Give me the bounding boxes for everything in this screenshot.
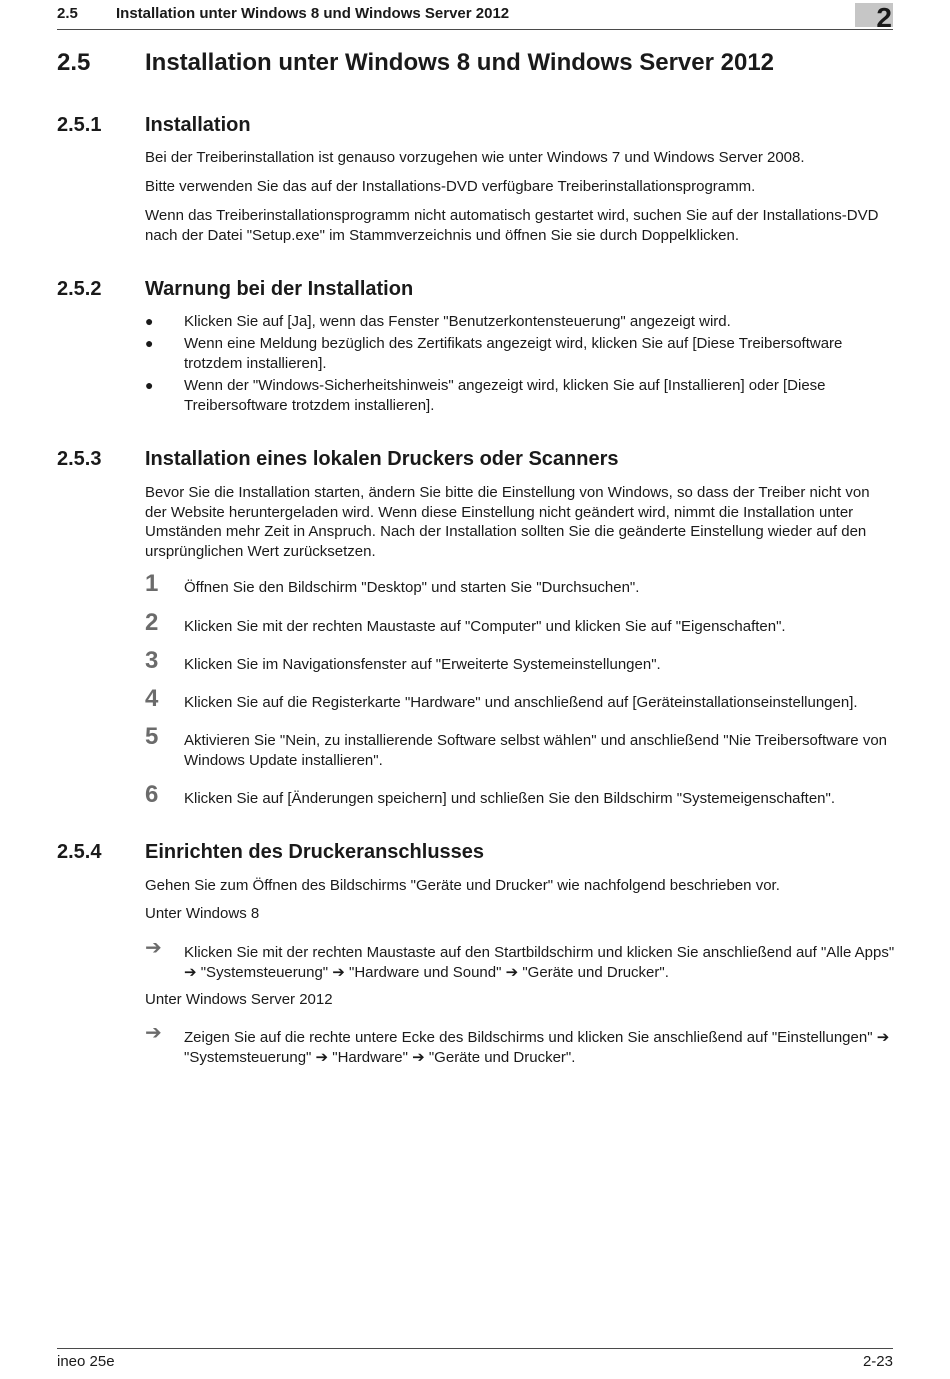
- chapter-number: 2: [876, 2, 892, 33]
- step-number: 1: [145, 570, 159, 597]
- page-title-number: 2.5: [57, 49, 91, 76]
- step-item: [145, 685, 895, 713]
- list-item-text: Klicken Sie auf [Ja], wenn das Fenster "Benutzerkontensteuerung" angezeigt wird.: [184, 313, 731, 330]
- action-text: Klicken Sie mit der rechten Maustaste auf den Startbildschirm und klicken Sie anschließend auf "Alle Apps" ➔ "Systemsteuerung" ➔ "Hardware und Sound" ➔ "Geräte und Drucker".: [184, 944, 895, 981]
- step-item: [145, 723, 895, 770]
- step-text: Klicken Sie im Navigationsfenster auf "Erweiterte Systemeinstellungen".: [184, 656, 661, 673]
- section-title: Warnung bei der Installation: [145, 278, 414, 300]
- step-number: 4: [145, 685, 159, 712]
- step-item: [145, 781, 895, 809]
- step-text: Aktivieren Sie "Nein, zu installierende Software selbst wählen" und anschließend "Nie Treibersoftware von Windows Update installieren".: [184, 732, 888, 769]
- step-number: 3: [145, 647, 159, 674]
- step-text: Klicken Sie auf [Änderungen speichern] und schließen Sie den Bildschirm "Systemeigenschaften".: [184, 790, 836, 807]
- section-title: Installation eines lokalen Druckers oder Scanners: [145, 448, 619, 470]
- action-text: Zeigen Sie auf die rechte untere Ecke des Bildschirms und klicken Sie anschließend auf "Einstellungen" ➔ "Systemsteuerung" ➔ "Hardware" ➔ "Geräte und Drucker".: [184, 1029, 890, 1066]
- bullet-icon: ●: [145, 313, 154, 329]
- section-number: 2.5.1: [57, 114, 102, 136]
- section-number: 2.5.4: [57, 841, 102, 863]
- footer-product: ineo 25e: [57, 1353, 115, 1370]
- step-number: 6: [145, 781, 159, 808]
- paragraph: Bei der Treiberinstallation ist genauso vorzugehen wie unter Windows 7 und Windows Server 2008.: [145, 149, 805, 166]
- header-section-number: 2.5: [57, 5, 78, 22]
- paragraph: Gehen Sie zum Öffnen des Bildschirms "Geräte und Drucker" wie nachfolgend beschrieben vor.: [145, 877, 780, 894]
- step-item: [145, 609, 895, 637]
- step-item: [145, 647, 895, 675]
- step-text: Klicken Sie mit der rechten Maustaste auf "Computer" und klicken Sie auf "Eigenschaften".: [184, 618, 786, 635]
- paragraph: Wenn das Treiberinstallationsprogramm nicht automatisch gestartet wird, suchen Sie auf der Installations-DVD nach der Datei "Setup.exe" im Stammverzeichnis und öffnen Sie sie durch Doppelklicken.: [145, 207, 879, 244]
- sub-label: Unter Windows Server 2012: [145, 991, 333, 1008]
- action-item: [145, 937, 895, 982]
- section-number: 2.5.2: [57, 278, 102, 300]
- sub-label: Unter Windows 8: [145, 905, 260, 922]
- footer-page-number: 2-23: [862, 1353, 893, 1370]
- step-number: 2: [145, 609, 159, 636]
- paragraph: Bevor Sie die Installation starten, ändern Sie bitte die Einstellung von Windows, so dass der Treiber nicht von der Website heruntergeladen wird. Wenn diese Einstellung nicht geändert wird, nimmt die Installation unter Umständen mehr Zeit in Anspruch. Nach der Installation sollten Sie die geänderte Einstellung wieder auf den ursprünglichen Wert zurücksetzen.: [145, 484, 870, 560]
- bullet-icon: ●: [145, 377, 154, 393]
- step-text: Klicken Sie auf die Registerkarte "Hardware" und anschließend auf [Geräteinstallationseinstellungen].: [184, 694, 858, 711]
- step-text: Öffnen Sie den Bildschirm "Desktop" und starten Sie "Durchsuchen".: [184, 579, 640, 596]
- paragraph: Bitte verwenden Sie das auf der Installations-DVD verfügbare Treiberinstallationsprogramm.: [145, 178, 756, 195]
- footer: [57, 1348, 893, 1370]
- section-title: Einrichten des Druckeranschlusses: [145, 841, 485, 863]
- page-title-text: Installation unter Windows 8 und Windows Server 2012: [145, 49, 775, 76]
- step-number: 5: [145, 723, 159, 750]
- list-item: [145, 334, 895, 373]
- list-item: [145, 376, 895, 415]
- section-number: 2.5.3: [57, 448, 102, 470]
- bullet-icon: ●: [145, 335, 154, 351]
- chapter-tab: [855, 2, 893, 33]
- arrow-right-icon: ➔: [145, 937, 162, 959]
- action-item: [145, 1022, 895, 1067]
- section-title: Installation: [145, 114, 251, 136]
- step-item: [145, 570, 895, 598]
- arrow-right-icon: ➔: [145, 1022, 162, 1044]
- list-item-text: Wenn der "Windows-Sicherheitshinweis" angezeigt wird, klicken Sie auf [Installieren] oder [Diese Treibersoftware trotzdem installieren].: [184, 377, 826, 414]
- list-item: [145, 312, 895, 332]
- list-item-text: Wenn eine Meldung bezüglich des Zertifikats angezeigt wird, klicken Sie auf [Diese Treibersoftware trotzdem installieren].: [184, 335, 843, 372]
- running-header: [57, 3, 893, 30]
- header-section-title: Installation unter Windows 8 und Windows Server 2012: [116, 5, 510, 22]
